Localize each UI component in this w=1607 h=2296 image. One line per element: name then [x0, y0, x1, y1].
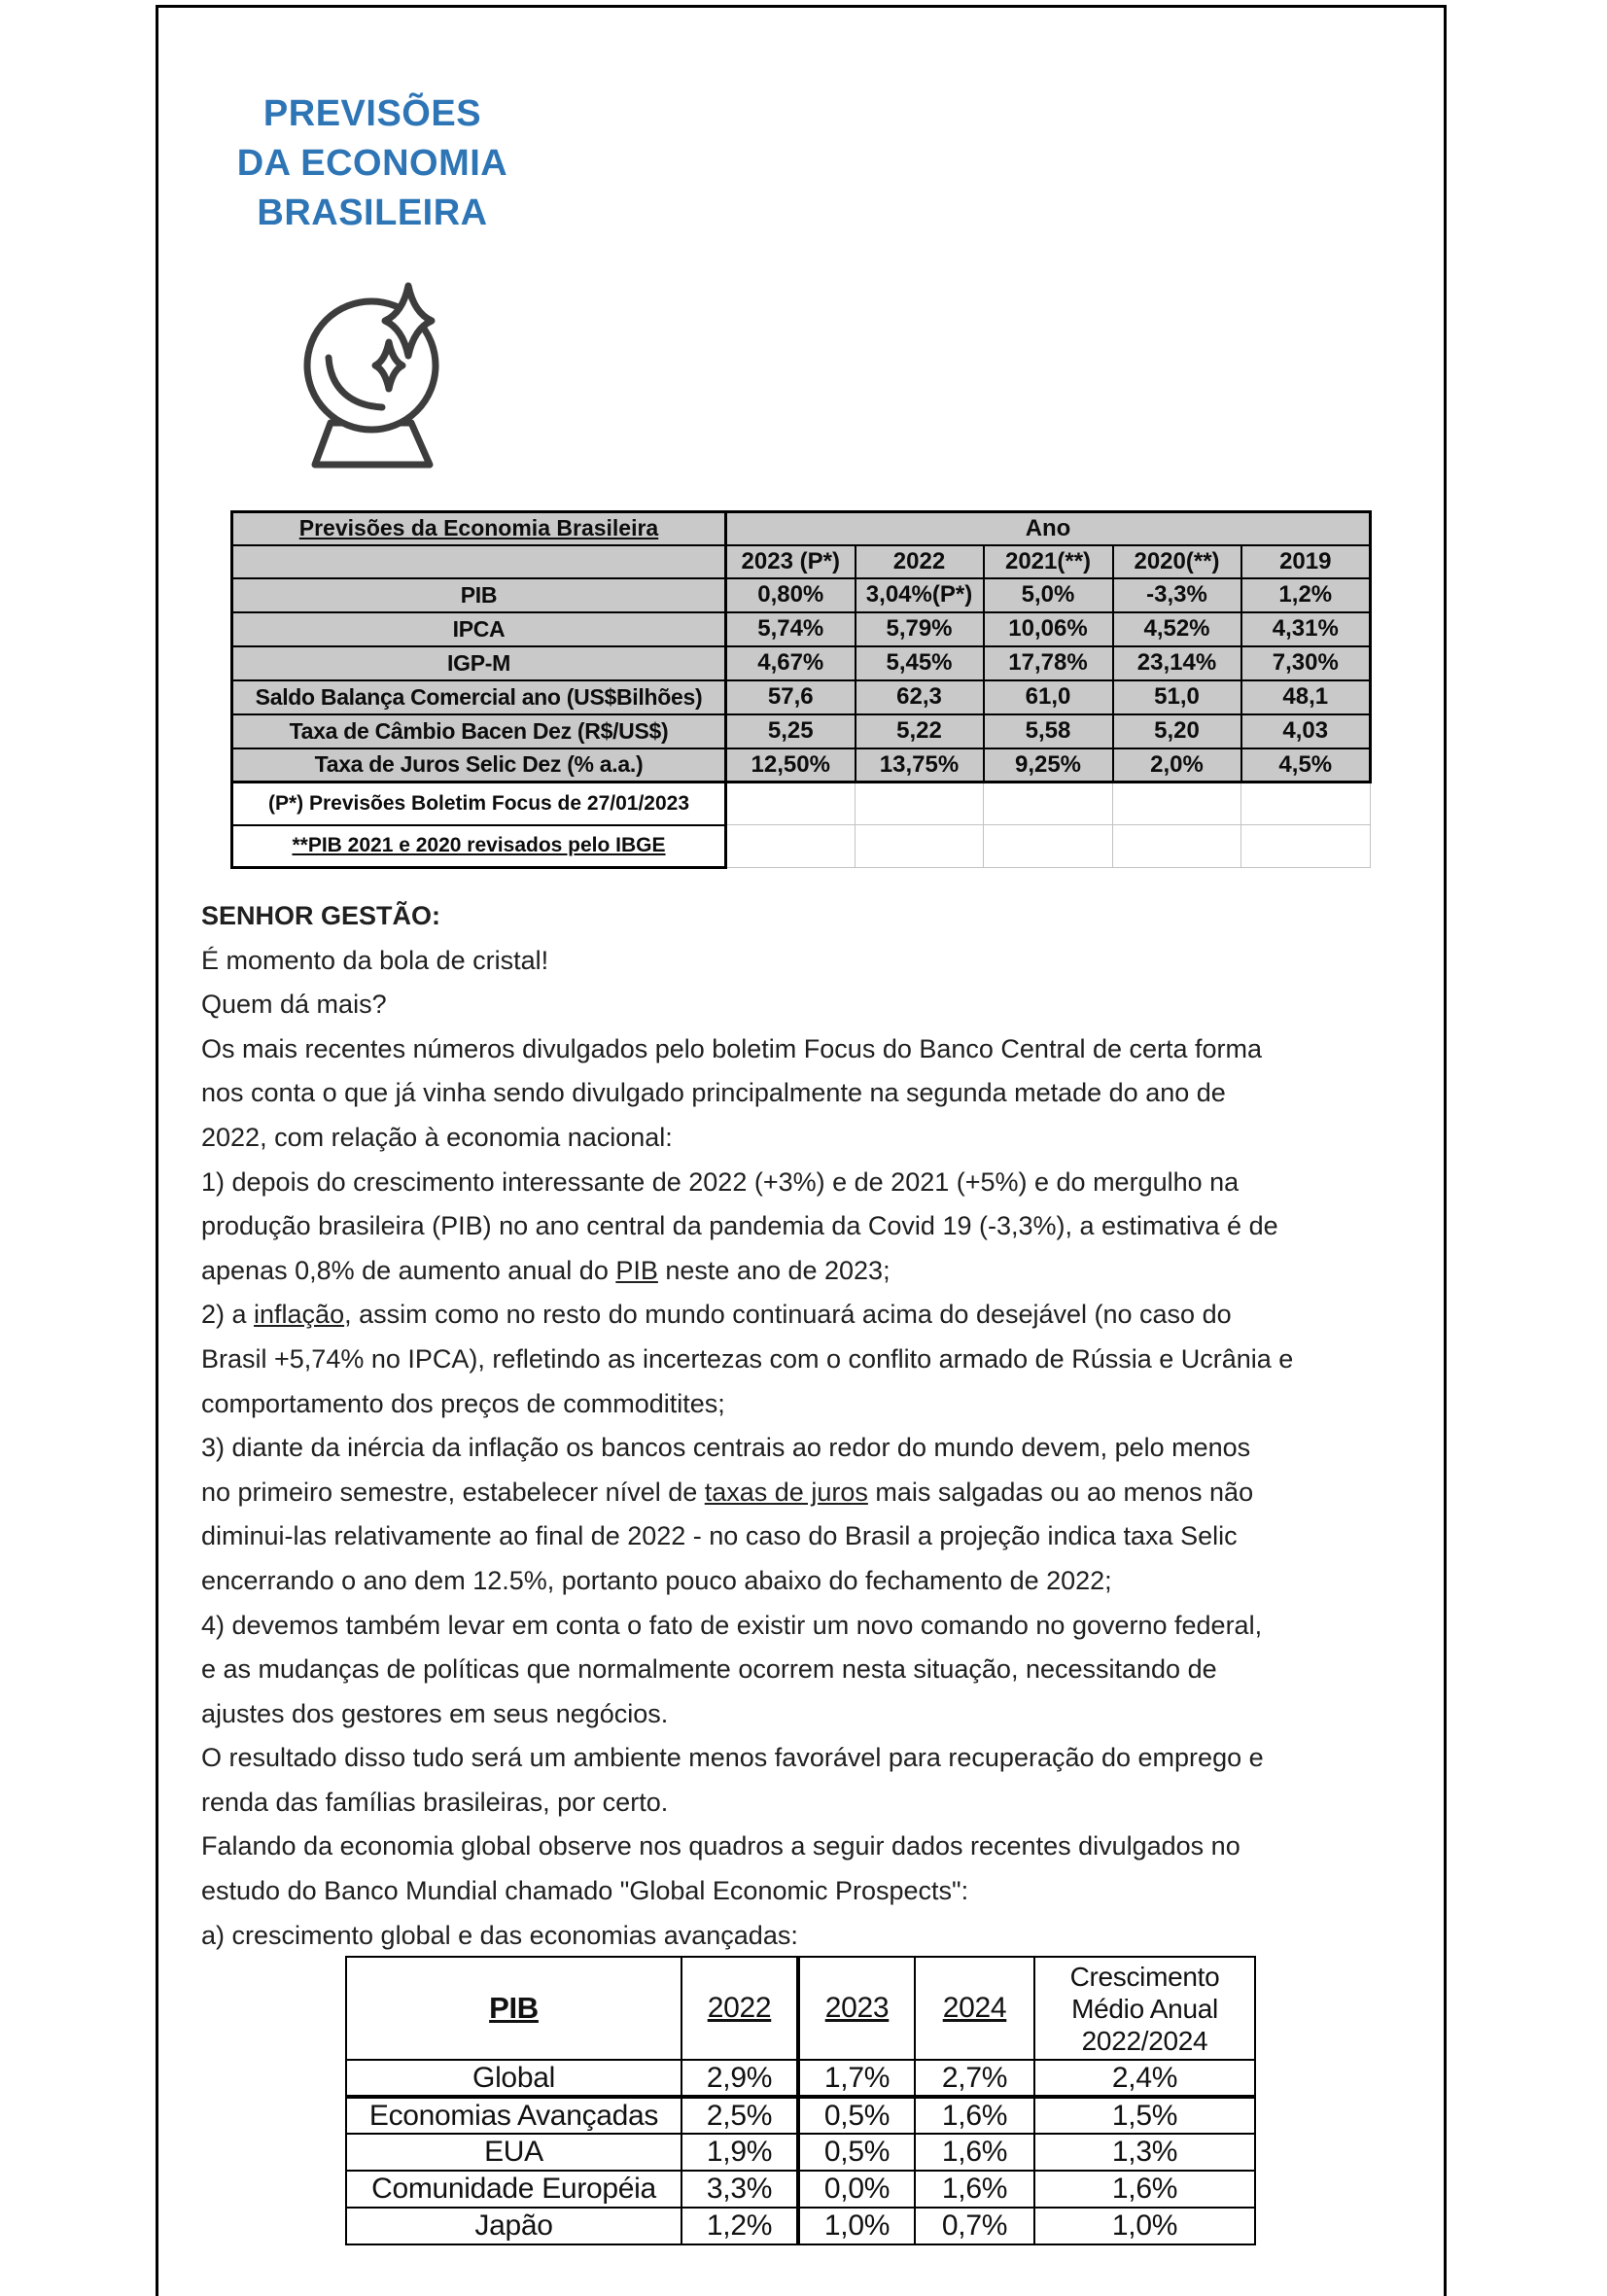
t1-value-cell: 51,0	[1113, 680, 1241, 714]
t1-year-header: 2023 (P*)	[726, 545, 856, 578]
t2-value-cell: 2,9%	[681, 2060, 798, 2097]
t1-empty-cell	[984, 783, 1113, 825]
t1-value-cell: 7,30%	[1241, 646, 1371, 680]
t2-value-cell: 1,3%	[1034, 2134, 1255, 2171]
t1-value-cell: 4,03	[1241, 714, 1371, 748]
t2-corner-header: PIB	[346, 1957, 681, 2060]
t1-footnote-cell: **PIB 2021 e 2020 revisados pelo IBGE	[232, 825, 726, 868]
t1-empty-cell	[726, 783, 856, 825]
body-text-line: no primeiro semestre, estabelecer nível de taxas de juros mais salgadas ou ao menos não	[201, 1477, 1254, 1507]
t2-row-label: Japão	[346, 2208, 681, 2244]
body-text-line: 4) devemos também levar em conta o fato de existir um novo comando no governo federal,	[201, 1610, 1263, 1640]
t1-row-label: IPCA	[232, 612, 726, 646]
t1-empty-cell	[1241, 783, 1371, 825]
body-text-line: comportamento dos preços de commoditites;	[201, 1388, 725, 1418]
t1-value-cell: 5,22	[856, 714, 984, 748]
page-title	[224, 89, 521, 238]
body-text-line: estudo do Banco Mundial chamado "Global Economic Prospects":	[201, 1876, 969, 1906]
body-text-line: 2) a inflação, assim como no resto do mundo continuará acima do desejável (no caso do	[201, 1300, 1232, 1330]
t1-row-label: Taxa de Juros Selic Dez (% a.a.)	[232, 748, 726, 783]
t2-value-cell: 1,6%	[915, 2171, 1034, 2208]
body-heading: SENHOR GESTÃO:	[201, 901, 441, 930]
t1-value-cell: 12,50%	[726, 748, 856, 783]
body-text-line: encerrando o ano dem 12.5%, portanto pouco abaixo do fechamento de 2022;	[201, 1565, 1112, 1595]
t2-value-cell: 1,6%	[915, 2134, 1034, 2171]
t1-empty-cell	[1113, 783, 1241, 825]
body-text-line: a) crescimento global e das economias avançadas:	[201, 1920, 798, 1950]
t1-row-label: Taxa de Câmbio Bacen Dez (R$/US$)	[232, 714, 726, 748]
t1-row-label: Saldo Balança Comercial ano (US$Bilhões)	[232, 680, 726, 714]
t1-year-header: 2022	[856, 545, 984, 578]
body-text-line: É momento da bola de cristal!	[201, 945, 549, 975]
body-text-line: diminui-las relativamente ao final de 2022 - no caso do Brasil a projeção indica taxa Selic	[201, 1521, 1238, 1551]
t1-empty-cell	[984, 825, 1113, 868]
t1-year-header: 2020(**)	[1113, 545, 1241, 578]
body-text-line: 2022, com relação à economia nacional:	[201, 1122, 673, 1152]
page-title-line: DA ECONOMIA	[236, 143, 508, 184]
t1-value-cell: 4,5%	[1241, 748, 1371, 783]
t1-empty-cell	[856, 783, 984, 825]
t2-value-cell: 1,6%	[915, 2097, 1034, 2134]
t2-avg-header: Crescimento Médio Anual 2022/2024	[1034, 1957, 1255, 2060]
forecast-table	[230, 510, 1372, 869]
t2-row-label: Global	[346, 2060, 681, 2097]
body-text-line: nos conta o que já vinha sendo divulgado principalmente na segunda metade do ano de	[201, 1078, 1226, 1108]
t2-value-cell: 2,5%	[681, 2097, 798, 2134]
t2-value-cell: 2,4%	[1034, 2060, 1255, 2097]
t2-value-cell: 1,2%	[681, 2208, 798, 2244]
t1-value-cell: 5,25	[726, 714, 856, 748]
body-text-line: produção brasileira (PIB) no ano central da pandemia da Covid 19 (-3,3%), a estimativa é de	[201, 1211, 1278, 1241]
t1-value-cell: 9,25%	[984, 748, 1113, 783]
t2-value-cell: 1,9%	[681, 2134, 798, 2171]
t1-empty-cell	[1113, 825, 1241, 868]
t1-empty-cell	[856, 825, 984, 868]
body-text-line: O resultado disso tudo será um ambiente menos favorável para recuperação do emprego e	[201, 1743, 1264, 1773]
t2-value-cell: 0,7%	[915, 2208, 1034, 2244]
t1-empty-corner	[232, 545, 726, 578]
body-text-line: ajustes dos gestores em seus negócios.	[201, 1698, 669, 1728]
t2-value-cell: 1,6%	[1034, 2171, 1255, 2208]
t1-value-cell: 4,31%	[1241, 612, 1371, 646]
t1-value-cell: 4,67%	[726, 646, 856, 680]
t1-value-cell: 3,04%(P*)	[856, 578, 984, 612]
t1-row-label: PIB	[232, 578, 726, 612]
t1-value-cell: 0,80%	[726, 578, 856, 612]
t2-value-cell: 0,0%	[798, 2171, 915, 2208]
t1-empty-cell	[1241, 825, 1371, 868]
t1-empty-cell	[726, 825, 856, 868]
t1-row-label: IGP-M	[232, 646, 726, 680]
t1-value-cell: 5,74%	[726, 612, 856, 646]
t2-value-cell: 1,5%	[1034, 2097, 1255, 2134]
t1-value-cell: 5,20	[1113, 714, 1241, 748]
t2-value-cell: 3,3%	[681, 2171, 798, 2208]
t1-value-cell: 62,3	[856, 680, 984, 714]
body-text-line: 1) depois do crescimento interessante de 2022 (+3%) e de 2021 (+5%) e do mergulho na	[201, 1166, 1240, 1197]
t1-value-cell: -3,3%	[1113, 578, 1241, 612]
t2-value-cell: 0,5%	[798, 2134, 915, 2171]
t1-value-cell: 23,14%	[1113, 646, 1241, 680]
t2-year-header: 2022	[681, 1957, 798, 2060]
body-text-line: Brasil +5,74% no IPCA), refletindo as incertezas com o conflito armado de Rússia e Ucrânia e	[201, 1343, 1294, 1374]
t1-footnote-cell: (P*) Previsões Boletim Focus de 27/01/2023	[232, 783, 726, 825]
t1-corner-header: Previsões da Economia Brasileira	[232, 512, 726, 545]
t1-value-cell: 13,75%	[856, 748, 984, 783]
t2-row-label: EUA	[346, 2134, 681, 2171]
body-text	[201, 894, 1450, 1958]
body-text-line: apenas 0,8% de aumento anual do PIB neste ano de 2023;	[201, 1255, 891, 1285]
t2-value-cell: 2,7%	[915, 2060, 1034, 2097]
body-text-line: e as mudanças de políticas que normalmente ocorrem nesta situação, necessitando de	[201, 1654, 1217, 1685]
t1-value-cell: 5,45%	[856, 646, 984, 680]
crystal-ball-icon	[255, 261, 488, 494]
body-text-line: Falando da economia global observe nos quadros a seguir dados recentes divulgados no	[201, 1831, 1240, 1861]
t1-value-cell: 4,52%	[1113, 612, 1241, 646]
t1-value-cell: 57,6	[726, 680, 856, 714]
t1-value-cell: 10,06%	[984, 612, 1113, 646]
body-text-line: Os mais recentes números divulgados pelo boletim Focus do Banco Central de certa forma	[201, 1033, 1263, 1063]
t1-year-header: 2021(**)	[984, 545, 1113, 578]
t2-year-header: 2024	[915, 1957, 1034, 2060]
t1-year-header: 2019	[1241, 545, 1371, 578]
t1-value-cell: 61,0	[984, 680, 1113, 714]
t2-value-cell: 1,7%	[798, 2060, 915, 2097]
t1-value-cell: 1,2%	[1241, 578, 1371, 612]
t1-value-cell: 2,0%	[1113, 748, 1241, 783]
t1-year-group-header: Ano	[726, 512, 1371, 545]
t1-value-cell: 5,0%	[984, 578, 1113, 612]
t1-value-cell: 17,78%	[984, 646, 1113, 680]
t1-value-cell: 48,1	[1241, 680, 1371, 714]
t2-value-cell: 1,0%	[798, 2208, 915, 2244]
page-title-line: BRASILEIRA	[257, 192, 488, 233]
gdp-table	[345, 1956, 1256, 2245]
t2-row-label: Economias Avançadas	[346, 2097, 681, 2134]
t2-year-header: 2023	[798, 1957, 915, 2060]
body-text-line: 3) diante da inércia da inflação os bancos centrais ao redor do mundo devem, pelo menos	[201, 1433, 1251, 1463]
body-text-line: Quem dá mais?	[201, 990, 387, 1020]
t2-row-label: Comunidade Européia	[346, 2171, 681, 2208]
t2-value-cell: 0,5%	[798, 2097, 915, 2134]
t2-value-cell: 1,0%	[1034, 2208, 1255, 2244]
page-title-line: PREVISÕES	[262, 93, 482, 134]
t1-value-cell: 5,58	[984, 714, 1113, 748]
body-text-line: renda das famílias brasileiras, por certo.	[201, 1787, 669, 1817]
t1-value-cell: 5,79%	[856, 612, 984, 646]
